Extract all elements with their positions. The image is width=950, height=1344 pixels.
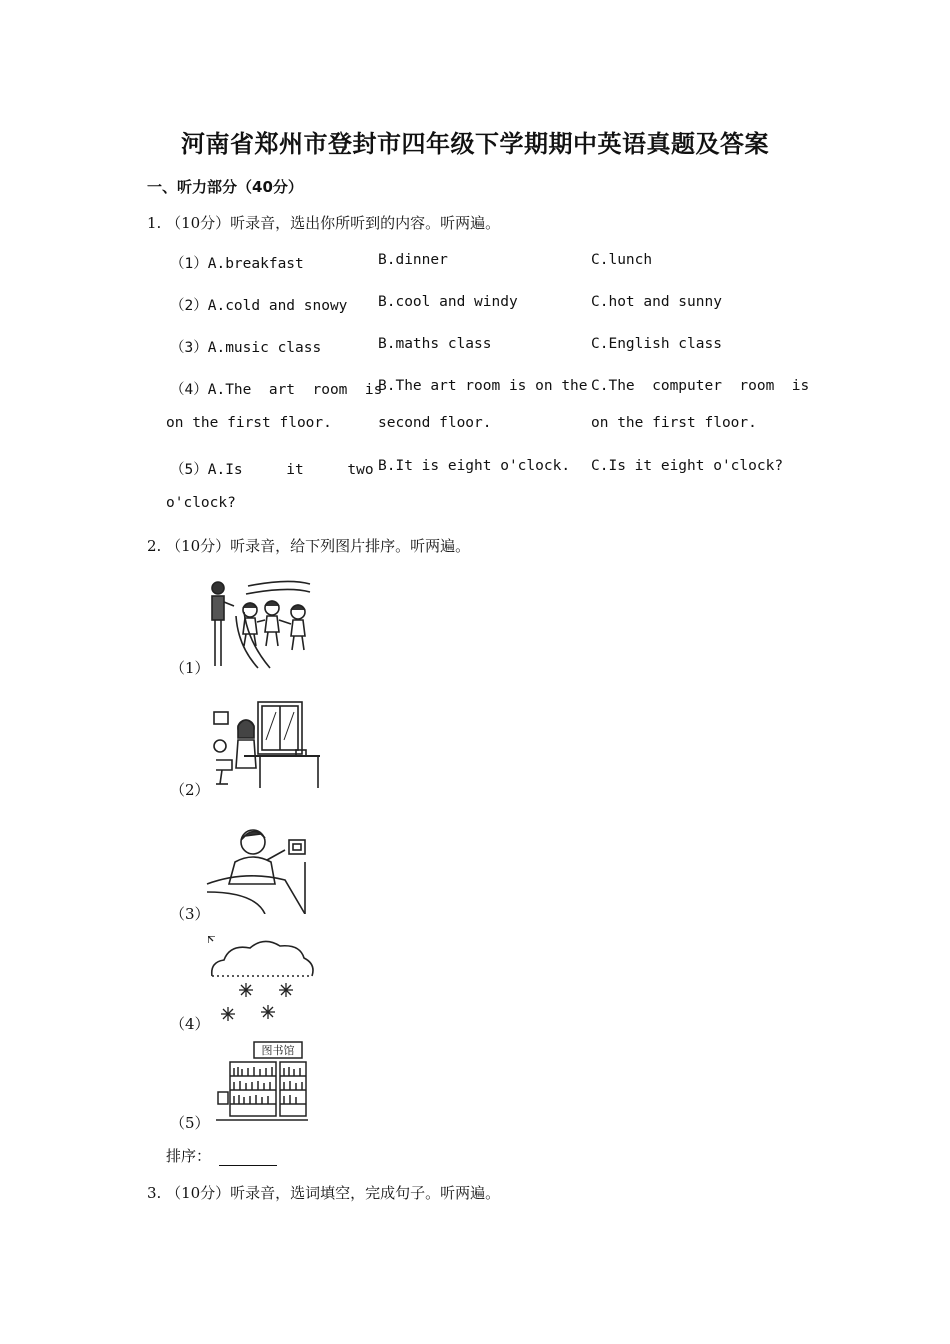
- page-title: 河南省郑州市登封市四年级下学期期中英语真题及答案: [181, 130, 769, 158]
- picture-label-3: （3）: [170, 905, 210, 923]
- order-label: 排序：: [166, 1147, 212, 1165]
- picture-label-5: （5）: [170, 1114, 210, 1132]
- order-answer-line: [166, 1145, 277, 1166]
- q1-5-option-a-line2: o'clock?: [166, 495, 236, 511]
- q1-5-option-a-line1: （5）A.Is it two: [170, 462, 374, 478]
- picture-office-window: [206, 700, 324, 792]
- picture-library: [214, 1040, 308, 1124]
- q1-5-option-c: C.Is it eight o'clock?: [591, 458, 784, 474]
- question-1-stem: 1. （10分）听录音，选出你所听到的内容。听两遍。: [147, 214, 501, 232]
- picture-label-2: （2）: [170, 781, 210, 799]
- q1-3-option-a: （3）A.music class: [170, 340, 322, 356]
- picture-label-1: （1）: [170, 659, 210, 677]
- q1-2-option-c: C.hot and sunny: [591, 294, 722, 310]
- q1-3-option-b: B.maths class: [378, 336, 492, 352]
- picture-child-bed-light: [205, 822, 309, 914]
- q1-2-option-a: （2）A.cold and snowy: [170, 298, 348, 314]
- q1-2-option-b: B.cool and windy: [378, 294, 518, 310]
- library-sign-text: 图书馆: [261, 1044, 295, 1057]
- q1-4-option-a-line2: on the first floor.: [166, 415, 332, 431]
- q1-4-option-b-line1: B.The art room is on the: [378, 378, 588, 394]
- q1-4-option-c-line2: on the first floor.: [591, 415, 757, 431]
- q1-4-option-b-line2: second floor.: [378, 415, 492, 431]
- section-heading-listening: 一、听力部分（40分）: [147, 178, 303, 196]
- question-2-stem: 2. （10分）听录音，给下列图片排序。听两遍。: [147, 537, 471, 555]
- q1-1-option-c: C.lunch: [591, 252, 653, 268]
- picture-snow-cloud: [208, 936, 316, 1028]
- q1-4-option-a-line1: （4）A.The art room is: [170, 382, 383, 398]
- order-answer-blank[interactable]: [219, 1151, 277, 1166]
- q1-1-option-a: （1）A.breakfast: [170, 256, 304, 272]
- picture-running-children: [208, 576, 314, 670]
- q1-5-option-b: B.It is eight o'clock.: [378, 458, 571, 474]
- q1-4-option-c-line1: C.The computer room is: [591, 378, 810, 394]
- q1-1-option-b: B.dinner: [378, 252, 448, 268]
- picture-label-4: （4）: [170, 1015, 210, 1033]
- question-3-stem: 3. （10分）听录音，选词填空，完成句子。听两遍。: [147, 1184, 501, 1202]
- q1-3-option-c: C.English class: [591, 336, 722, 352]
